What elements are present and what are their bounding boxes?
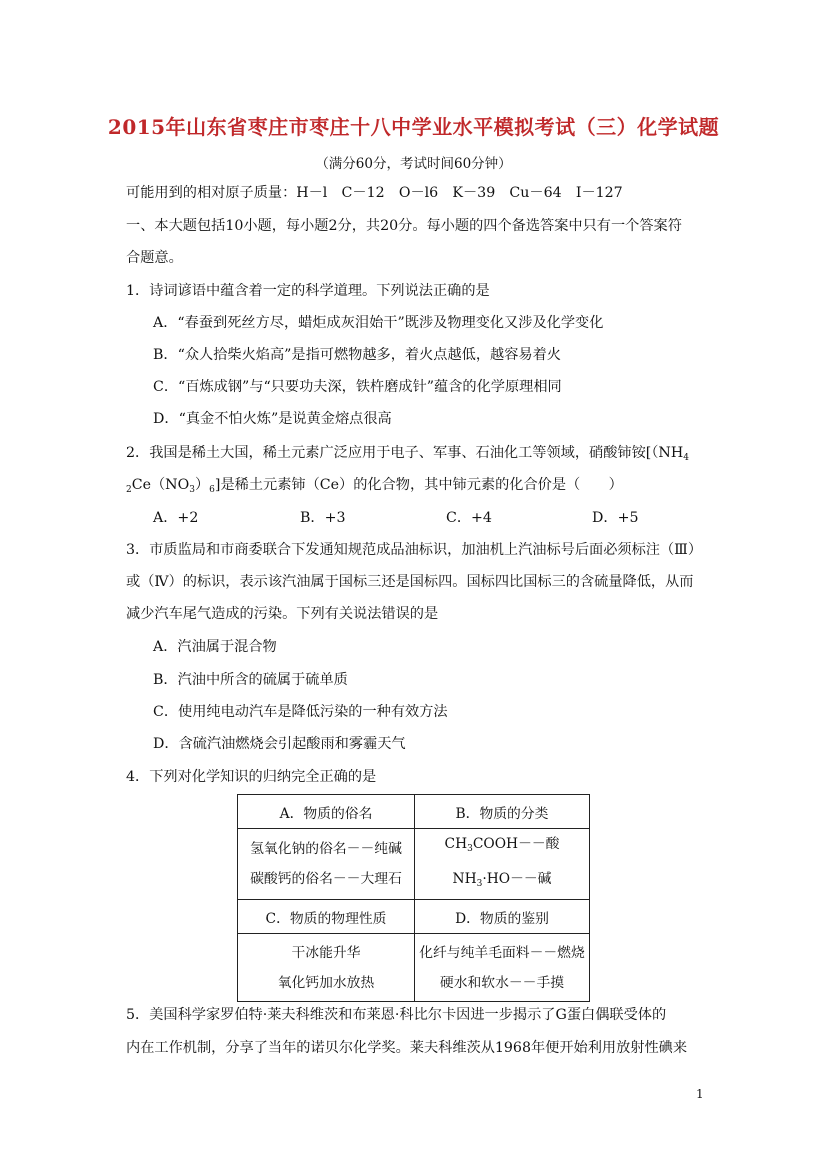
q4-b1-formula-a: CH (444, 836, 468, 852)
q4-b1-formula-b: COOH－－酸 (472, 836, 560, 852)
q4-cell-d-head: D．物质的鉴别 (415, 900, 590, 934)
q3-option-a: A．汽油属于混合物 (153, 639, 277, 655)
q3-stem-line2: 或（Ⅳ）的标识，表示该汽油属于国标三还是国标四。国标四比国标三的含硫量降低，从而 (126, 574, 694, 590)
q2-option-b: B．+3 (300, 510, 346, 526)
q1-option-d: D．“真金不怕火炼”是说黄金熔点很高 (153, 411, 392, 427)
q4-stem: 4．下列对化学知识的归纳完全正确的是 (126, 769, 377, 785)
q4-b2-formula-a: NH (452, 871, 477, 887)
q2-option-c: C．+4 (446, 510, 492, 526)
q4-c-item2: 氧化钙加水放热 (277, 974, 375, 991)
q4-cell-b-head: B．物质的分类 (415, 795, 590, 829)
page-title: 2015年山东省枣庄市枣庄十八中学业水平模拟考试（三）化学试题 (107, 115, 720, 139)
section1-instruction-line2: 合题意。 (126, 250, 183, 266)
q1-option-a: A．“春蚕到死丝方尽，蜡炬成灰泪始干”既涉及物理变化又涉及化学变化 (153, 315, 604, 331)
q4-cell-a-body (238, 829, 415, 900)
q2-line1-subscript: 4 (683, 453, 689, 463)
q4-b2-subscript: 3 (476, 879, 483, 889)
q2-option-a: A．+2 (153, 510, 199, 526)
q2-stem-line2 (126, 475, 623, 500)
q4-d-item1: 化纤与纯羊毛面料－－燃烧 (419, 944, 585, 961)
q4-cell-b-body (415, 829, 590, 900)
q2-line2-formula-b: ） (194, 477, 210, 493)
q4-d-item2: 硬水和软水－－手摸 (439, 974, 565, 991)
section1-instruction-line1: 一、本大题包括10小题，每小题2分，共20分。每小题的四个备选答案中只有一个答案符 (126, 218, 682, 234)
exam-subtitle: （满分60分，考试时间60分钟） (315, 156, 512, 172)
q3-stem-line3: 减少汽车尾气造成的污染。下列有关说法错误的是 (126, 606, 439, 622)
q4-table-row (238, 934, 590, 1002)
q4-cell-d-body (415, 934, 590, 1002)
q4-c-item1: 干冰能升华 (291, 944, 361, 961)
q3-stem-line1: 3．市质监局和市商委联合下发通知规范成品油标识，加油机上汽油标号后面必须标注（Ⅲ） (126, 542, 703, 558)
q1-option-b: B．“众人拾柴火焰高”是指可燃物越多，着火点越低，越容易着火 (153, 347, 561, 363)
q4-a-item1: 氢氧化钠的俗名－－纯碱 (250, 841, 402, 857)
q1-stem: 1．诗词谚语中蕴含着一定的科学道理。下列说法正确的是 (126, 283, 490, 299)
q3-option-c: C．使用纯电动汽车是降低污染的一种有效方法 (153, 704, 448, 720)
page-number: 1 (696, 1087, 704, 1101)
q3-option-b: B．汽油中所含的硫属于硫单质 (153, 672, 348, 688)
q2-line2-prefix-subscript: 2 (126, 485, 132, 495)
q4-table (237, 794, 590, 1002)
q2-line2-formula-a: Ce（NO (131, 477, 190, 493)
q4-b-item2 (415, 864, 589, 899)
q4-table-row (238, 829, 590, 900)
q4-cell-c-head: C．物质的物理性质 (238, 900, 415, 934)
q2-stem-line1 (126, 443, 689, 468)
q4-b1-subscript: 3 (467, 844, 473, 854)
q5-stem-line1: 5．美国科学家罗伯特·莱夫科维茨和布莱恩·科比尔卡因进一步揭示了G蛋白偶联受体的 (126, 1007, 667, 1023)
q4-cell-a-head: A．物质的俗名 (238, 795, 415, 829)
q1-option-c: C．“百炼成钢”与“只要功夫深，铁杵磨成针”蕴含的化学原理相同 (153, 379, 562, 395)
atomic-mass-line: 可能用到的相对原子质量：H－l C－12 O－l6 K－39 Cu－64 I－127 (126, 185, 623, 201)
q4-cell-c-body (238, 934, 415, 1002)
q4-b2-formula-b: ·HO－－碱 (482, 871, 552, 887)
q4-b-item1 (415, 829, 589, 864)
q2-line2-subscript2: 6 (209, 485, 215, 495)
q5-stem-line2: 内在工作机制，分享了当年的诺贝尔化学奖。莱夫科维茨从1968年便开始利用放射性碘来 (126, 1040, 688, 1056)
q2-line1-text: 2．我国是稀土大国，稀土元素广泛应用于电子、军事、石油化工等领域，硝酸铈铵[（NH (126, 445, 684, 461)
q3-option-d: D．含硫汽油燃烧会引起酸雨和雾霾天气 (153, 736, 406, 752)
q2-line2-subscript: 3 (189, 485, 195, 495)
q2-option-d: D．+5 (592, 510, 639, 526)
q4-table-row (238, 795, 590, 829)
q4-a-item2: 碳酸钙的俗名－－大理石 (250, 871, 402, 887)
q2-line2-text: ]是稀土元素铈（Ce）的化合物，其中铈元素的化合价是（ ） (214, 477, 623, 493)
q4-table-row (238, 900, 590, 934)
